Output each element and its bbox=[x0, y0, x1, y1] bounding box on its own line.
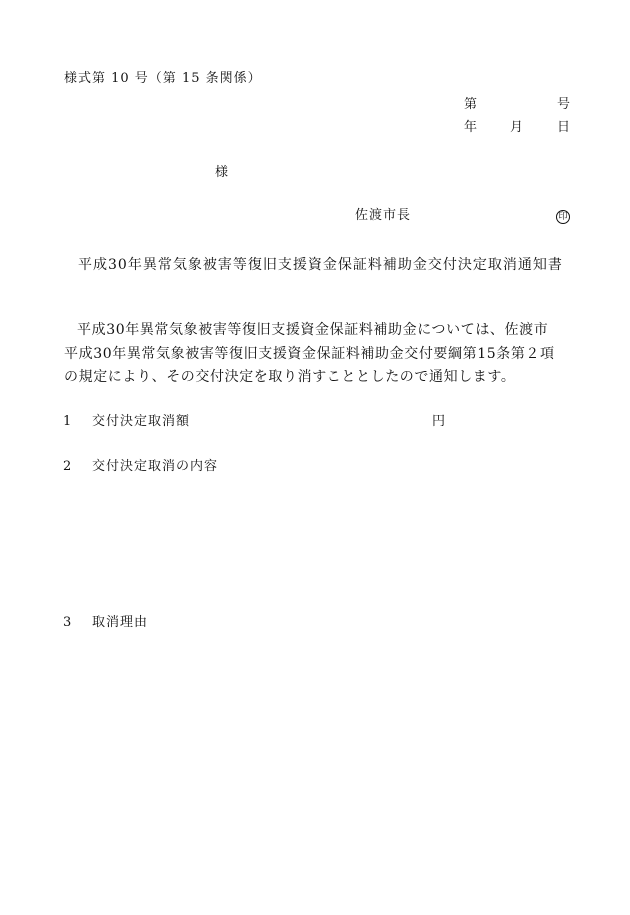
date-year: 年 bbox=[464, 120, 479, 135]
sender-title: 佐渡市長 bbox=[355, 208, 412, 223]
item-label-cancel-amount: 交付決定取消額 bbox=[92, 414, 191, 429]
date-day: 日 bbox=[557, 120, 572, 135]
item-number: 2 bbox=[63, 459, 73, 474]
document-number-prefix: 第 bbox=[464, 97, 479, 112]
currency-unit: 円 bbox=[432, 414, 447, 429]
date-month: 月 bbox=[510, 120, 525, 135]
item-number: 3 bbox=[63, 615, 73, 630]
item-label-cancel-reason: 取消理由 bbox=[92, 615, 149, 630]
item-number: 1 bbox=[63, 414, 73, 429]
recipient-honorific: 様 bbox=[215, 165, 230, 180]
seal-icon: 印 bbox=[556, 210, 570, 224]
body-line: 平成30年異常気象被害等復旧支援資金保証料補助金については、佐渡市 bbox=[77, 322, 549, 338]
item-label-cancel-details: 交付決定取消の内容 bbox=[92, 459, 219, 474]
document-title: 平成30年異常気象被害等復旧支援資金保証料補助金交付決定取消通知書 bbox=[78, 257, 563, 273]
seal-mark bbox=[556, 209, 570, 224]
body-line: の規定により、その交付決定を取り消すこととしたので通知します。 bbox=[64, 369, 516, 385]
body-line: 平成30年異常気象被害等復旧支援資金保証料補助金交付要綱第15条第２項 bbox=[64, 346, 555, 362]
form-number: 様式第 10 号（第 15 条関係） bbox=[64, 71, 262, 86]
document-number-suffix: 号 bbox=[557, 97, 572, 112]
